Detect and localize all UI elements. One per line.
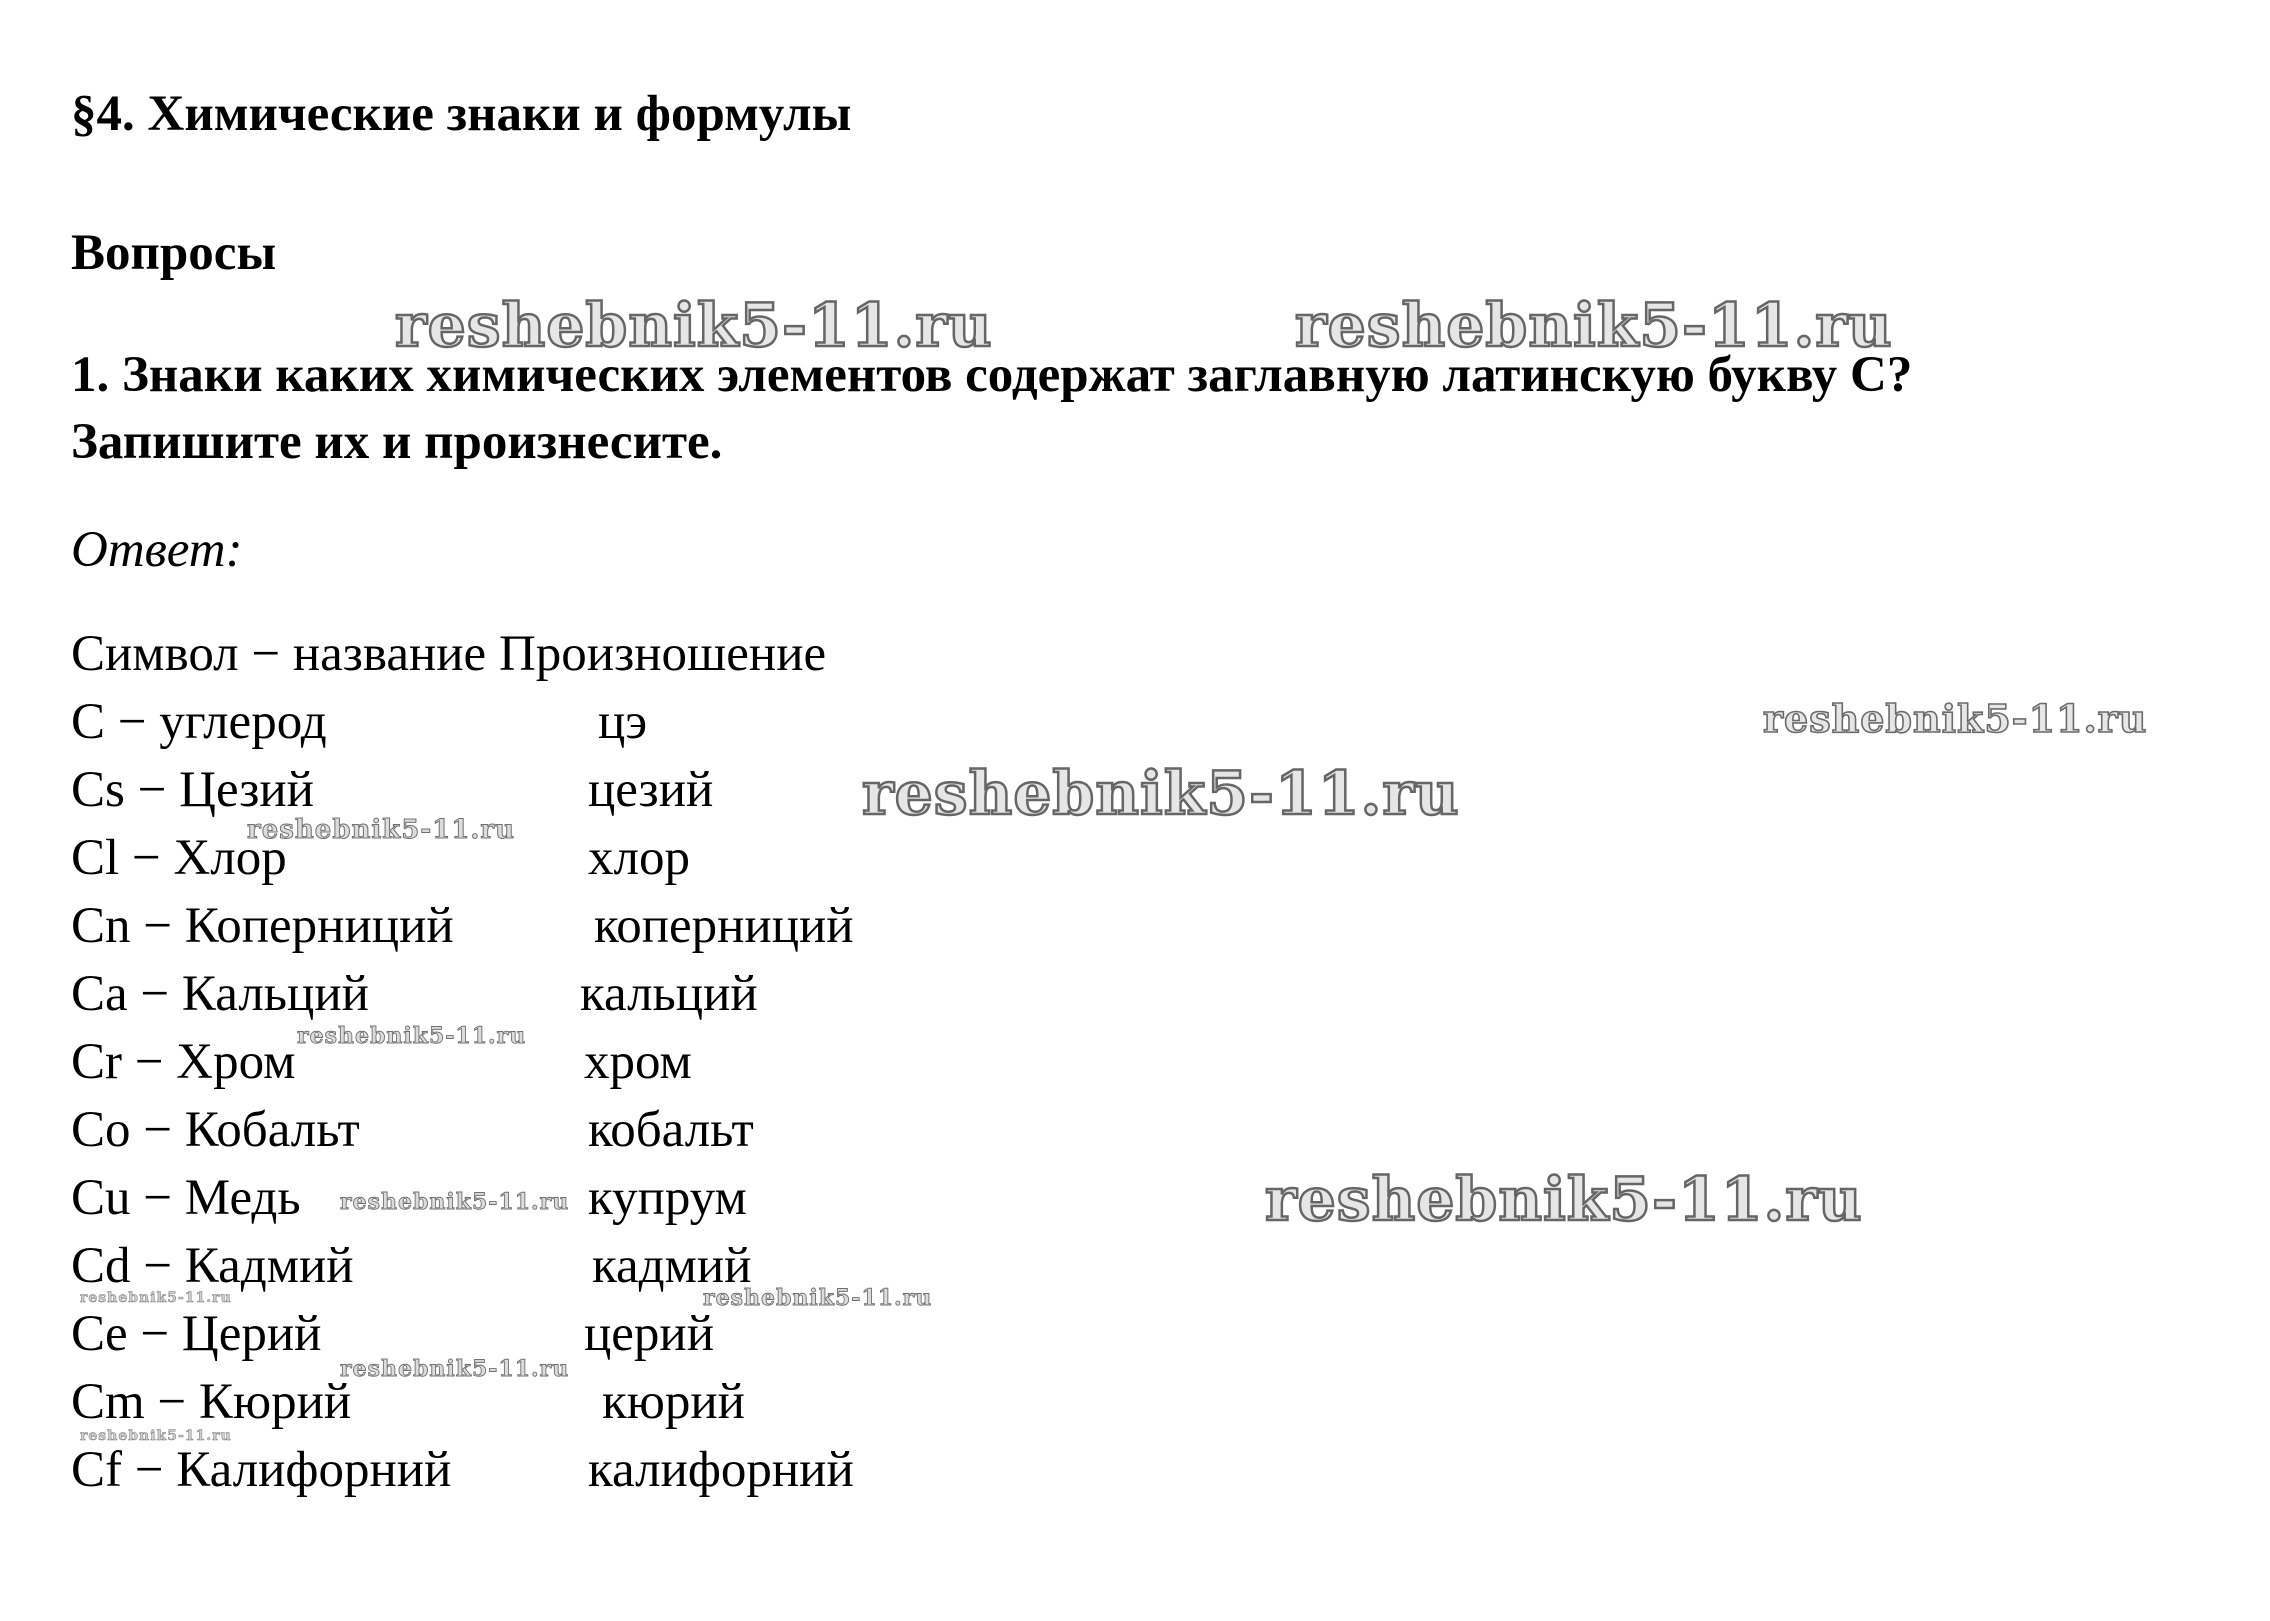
element-row <box>0 1032 1200 1100</box>
watermark: reshebnik5-11.ru <box>1295 291 1893 361</box>
element-symbol-name: Ce − Церий <box>71 1306 322 1362</box>
watermark: reshebnik5-11.ru <box>395 291 993 361</box>
element-pronunciation: цэ <box>598 694 648 750</box>
watermark: reshebnik5-11.ru <box>703 1285 933 1311</box>
element-pronunciation: калифорний <box>588 1442 854 1498</box>
element-symbol-name: Cd − Кадмий <box>71 1238 354 1294</box>
element-pronunciation: церий <box>584 1306 715 1362</box>
watermark: reshebnik5-11.ru <box>340 1189 570 1215</box>
element-pronunciation: хлор <box>588 830 690 886</box>
element-pronunciation: купрум <box>588 1170 747 1226</box>
watermark: reshebnik5-11.ru <box>297 1023 527 1049</box>
element-symbol-name: Cn − Коперниций <box>71 898 454 954</box>
element-row <box>0 1304 1200 1372</box>
answer-label: Ответ: <box>71 522 243 578</box>
element-pronunciation: кадмий <box>592 1238 752 1294</box>
element-row <box>0 1168 1200 1236</box>
watermark: reshebnik5-11.ru <box>340 1356 570 1382</box>
element-symbol-name: Cr − Хром <box>71 1034 296 1090</box>
element-row <box>0 1440 1200 1508</box>
element-row <box>0 896 1200 964</box>
element-pronunciation: цезий <box>588 762 714 818</box>
watermark: reshebnik5-11.ru <box>80 1428 232 1444</box>
watermark: reshebnik5-11.ru <box>80 1290 232 1306</box>
question-1-line-1: 1. Знаки каких химических элементов содержат заглавную латинскую букву С? <box>71 347 1913 403</box>
questions-heading: Вопросы <box>71 225 277 281</box>
element-symbol-name: C − углерод <box>71 694 327 750</box>
element-symbol-name: Co − Кобальт <box>71 1102 360 1158</box>
watermark: reshebnik5-11.ru <box>1265 1165 1863 1235</box>
element-symbol-name: Cl − Хлор <box>71 830 287 886</box>
element-pronunciation: коперниций <box>594 898 854 954</box>
element-symbol-name: Cu − Медь <box>71 1170 301 1226</box>
watermark: reshebnik5-11.ru <box>1763 696 2148 741</box>
element-pronunciation: хром <box>584 1034 692 1090</box>
element-row <box>0 828 1200 896</box>
element-symbol-name: Cs − Цезий <box>71 762 314 818</box>
element-symbol-name: Cf − Калифорний <box>71 1442 452 1498</box>
element-row <box>0 964 1200 1032</box>
element-symbol-name: Cm − Кюрий <box>71 1374 352 1430</box>
table-header: Символ − название Произношение <box>71 626 827 682</box>
element-pronunciation: кобальт <box>588 1102 754 1158</box>
element-pronunciation: кальций <box>580 966 758 1022</box>
question-1-line-2: Запишите их и произнесите. <box>71 414 723 470</box>
watermark: reshebnik5-11.ru <box>862 759 1460 829</box>
element-row <box>0 1100 1200 1168</box>
section-title: §4. Химические знаки и формулы <box>71 86 852 142</box>
element-symbol-name: Ca − Кальций <box>71 966 369 1022</box>
watermark: reshebnik5-11.ru <box>247 815 516 845</box>
element-row <box>0 692 1200 760</box>
element-pronunciation: кюрий <box>602 1374 745 1430</box>
